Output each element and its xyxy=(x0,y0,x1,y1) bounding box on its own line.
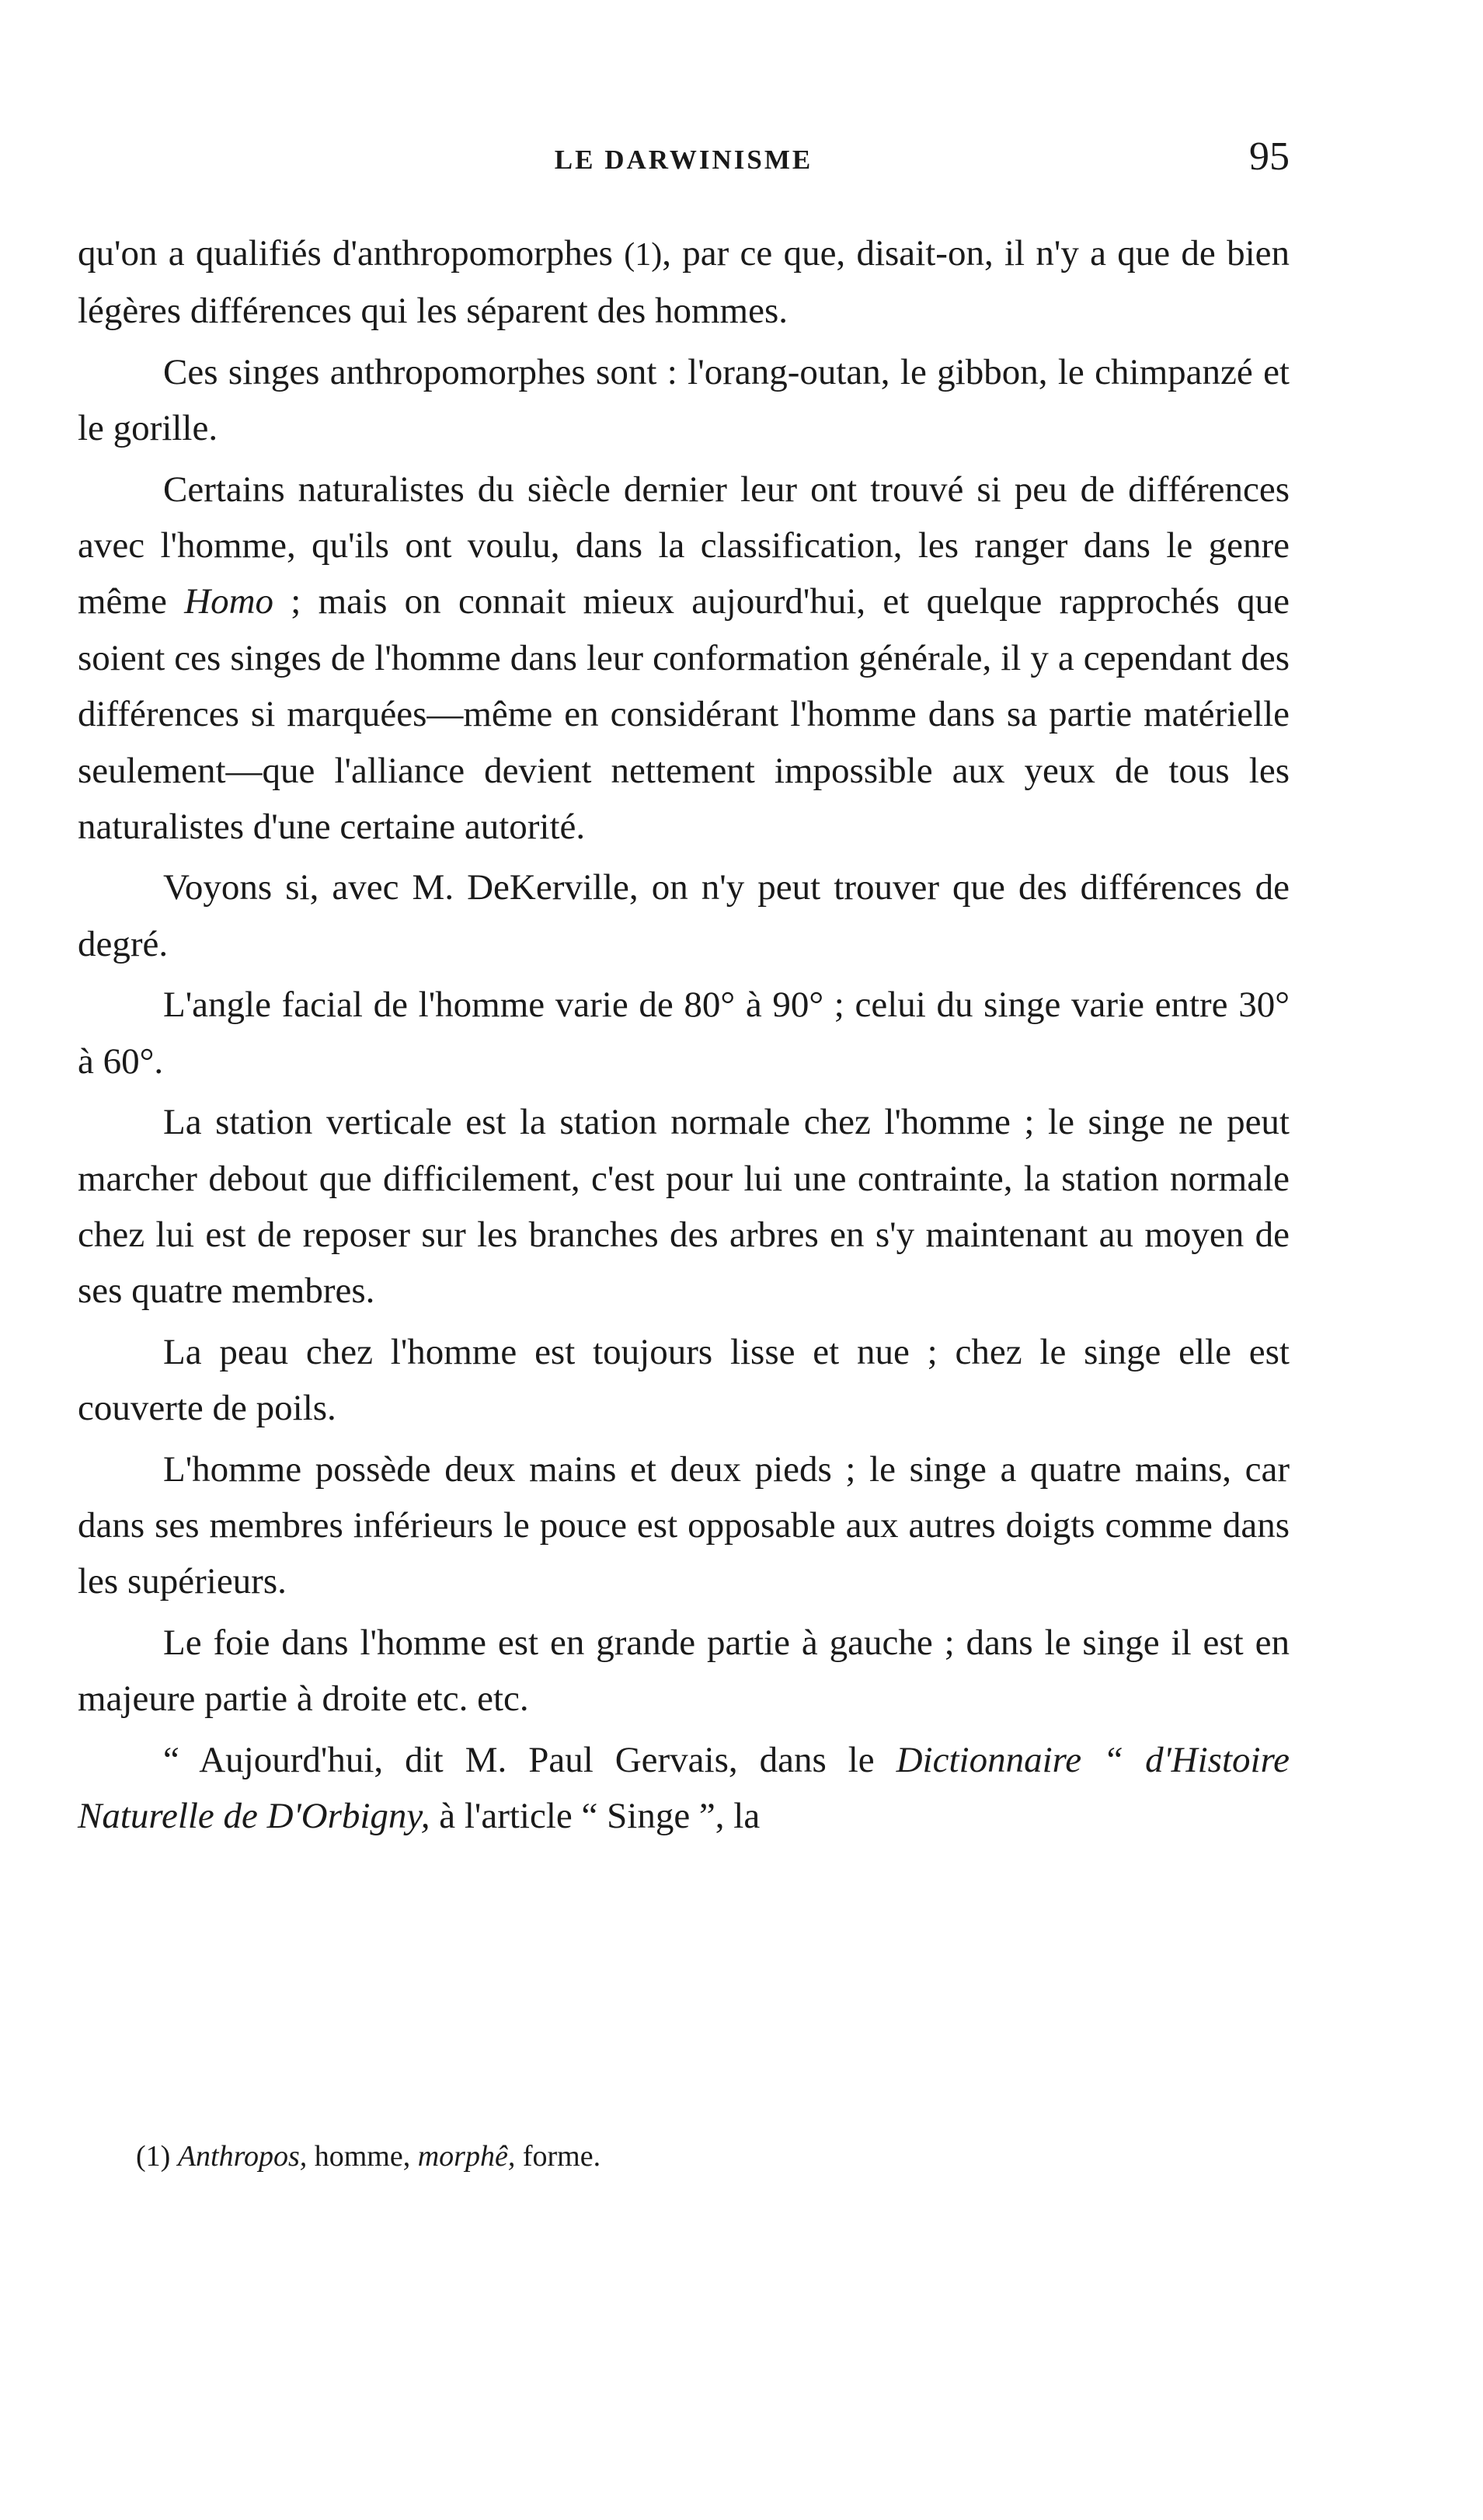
body-text xyxy=(78,225,1290,1849)
paragraph-liver: Le foie dans l'homme est en grande partie à gauche ; dans le singe il est en majeure partie à droite etc. etc. xyxy=(78,1622,1290,1720)
genus-homo: Homo xyxy=(184,581,274,622)
footnote-reference: (1) xyxy=(624,237,663,273)
paragraph-hands: L'homme possède deux mains et deux pieds ; le singe a quatre mains, car dans ses membres inférieurs le pouce est opposable aux autres doigts comme dans les supérieurs. xyxy=(78,1448,1290,1602)
footnote-gloss: homme, xyxy=(307,2140,418,2173)
dictionary-title: Dictionnaire “ d'Histoire Naturelle de D'Orbigny, xyxy=(78,1739,1290,1836)
paragraph-skin: La peau chez l'homme est toujours lisse et nue ; chez le singe elle est couverte de poils. xyxy=(78,1331,1290,1429)
paragraph-gervais-quote xyxy=(78,1732,1290,1845)
running-head xyxy=(78,134,1290,188)
paragraph-text: ; mais on connait mieux aujourd'hui, et quelque rapprochés que soient ces singes de l'homme dans leur conformation générale, il y a cependant des différences si marquées—même en considérant l'homme dans sa partie matérielle seulement—que l'alliance devient nettement impossible aux yeux de tous les naturalistes d'une certaine autorité. xyxy=(78,581,1290,848)
paragraph-dekerville: Voyons si, avec M. DeKerville, on n'y peut trouver que des différences de degré. xyxy=(78,867,1290,964)
running-title: LE DARWINISME xyxy=(554,145,813,175)
paragraph-text: , par ce que, disait-on, il n'y a que de bien légères différences qui les séparent des hommes. xyxy=(78,233,1290,332)
paragraph-continued xyxy=(78,225,1290,340)
paragraph-text: “ Aujourd'hui, dit M. Paul Gervais, dans le xyxy=(163,1739,896,1780)
paragraph-facial-angle: L'angle facial de l'homme varie de 80° à 90° ; celui du singe varie entre 30° à 60°. xyxy=(78,985,1290,1082)
paragraph-anthropoid-list: Ces singes anthropomorphes sont : l'orang-outan, le gibbon, le chimpanzé et le gorille. xyxy=(78,351,1290,449)
footnote xyxy=(136,2137,1286,2176)
footnote-term: morphê, xyxy=(417,2140,516,2173)
footnote-gloss: forme. xyxy=(515,2140,601,2173)
paragraph-vertical-station: La station verticale est la station normale chez l'homme ; le singe ne peut marcher debout que difficilement, c'est pour lui une contrainte, la station normale chez lui est de reposer sur les branches des arbres en s'y maintenant au moyen de ses quatre membres. xyxy=(78,1102,1290,1312)
paragraph-text: Certains naturalistes du siècle dernier leur ont trouvé si peu de différences avec l'homme, qu'ils ont voulu, dans la classification, les ranger dans le genre même xyxy=(78,469,1290,622)
footnote-term: Anthropos, xyxy=(177,2140,308,2173)
paragraph-classification xyxy=(78,462,1290,856)
paragraph-text: à l'article “ Singe ”, la xyxy=(430,1795,761,1836)
page-number: 95 xyxy=(1249,134,1290,179)
footnote-marker: (1) xyxy=(136,2140,171,2173)
paragraph-text: qu'on a qualifiés d'anthropomorphes xyxy=(78,233,613,274)
